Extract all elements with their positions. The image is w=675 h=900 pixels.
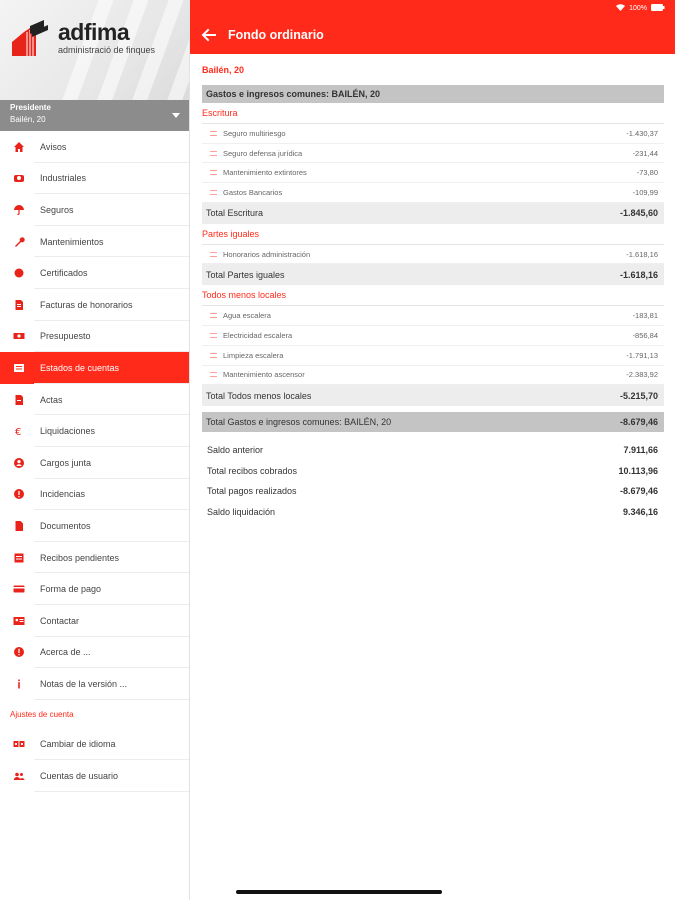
menu-item-incidencias[interactable] (0, 479, 189, 511)
section-total-row (202, 385, 664, 406)
list-bullet-icon (210, 190, 217, 195)
brand-subtitle: administració de finques (58, 45, 156, 55)
summary-label: Total pagos realizados (207, 486, 297, 497)
expense-value: -73,80 (636, 168, 658, 178)
status-bar (616, 4, 665, 13)
summary-value: 9.346,16 (622, 506, 658, 517)
menu-item-liquidaciones[interactable] (0, 415, 189, 447)
menu-item-recibos-pendientes[interactable] (0, 542, 189, 574)
menu-label: Cargos junta (40, 457, 92, 468)
expense-row (202, 326, 664, 346)
menu-item-contactar[interactable] (0, 605, 189, 637)
industrial-icon (12, 171, 26, 185)
summary-row (202, 440, 664, 461)
balance-summary (202, 440, 664, 522)
language-icon (12, 737, 26, 751)
expense-value: -231,44 (632, 148, 658, 158)
home-icon (12, 140, 26, 154)
expense-row (202, 346, 664, 366)
summary-value: 10.113,96 (618, 465, 658, 476)
main-menu (0, 131, 189, 700)
menu-label: Estados de cuentas (40, 362, 120, 373)
brand-name: adfima (58, 19, 130, 45)
community-selector[interactable] (0, 100, 189, 131)
expense-label: Agua escalera (223, 311, 271, 321)
expense-value: -1.430,37 (626, 128, 658, 138)
total-label: Total Partes iguales (206, 269, 285, 280)
user-role: Presidente (10, 103, 51, 112)
home-indicator[interactable] (236, 890, 442, 894)
main-panel (189, 0, 675, 900)
grand-total-value: -8.679,46 (619, 417, 658, 428)
section-title-escritura: Escritura (202, 108, 664, 124)
menu-label: Recibos pendientes (40, 552, 120, 563)
total-value: -1.618,16 (619, 269, 658, 280)
menu-label: Forma de pago (40, 584, 102, 595)
menu-item-presupuesto[interactable] (0, 321, 189, 353)
menu-item-cargos-junta[interactable] (0, 447, 189, 479)
dropdown-caret-icon (172, 113, 180, 118)
summary-label: Saldo liquidación (207, 506, 276, 517)
page-title: Fondo ordinario (228, 28, 324, 42)
total-value: -5.215,70 (619, 390, 658, 401)
menu-label: Notas de la versión ... (40, 678, 128, 689)
file-icon (12, 519, 26, 533)
summary-row (202, 481, 664, 502)
menu-label: Liquidaciones (40, 426, 96, 437)
expense-row (202, 183, 664, 203)
menu-label: Actas (40, 394, 63, 405)
expense-value: -856,84 (632, 330, 658, 340)
menu-item-industriales[interactable] (0, 163, 189, 195)
menu-label: Certificados (40, 268, 88, 279)
list-bullet-icon (210, 151, 217, 156)
expense-value: -183,81 (632, 311, 658, 321)
menu-item-cuentas-usuario[interactable] (0, 760, 189, 792)
expense-row (202, 306, 664, 326)
menu-item-forma-de-pago[interactable] (0, 573, 189, 605)
menu-item-facturas[interactable] (0, 289, 189, 321)
building-name: Bailén, 20 (202, 65, 245, 75)
expense-value: -1.791,13 (626, 350, 658, 360)
document-icon (12, 393, 26, 407)
menu-label: Acerca de ... (40, 647, 91, 658)
expense-label: Seguro defensa jurídica (223, 148, 303, 158)
drawer-header (0, 0, 189, 131)
summary-label: Saldo anterior (207, 445, 264, 456)
menu-item-certificados[interactable] (0, 257, 189, 289)
summary-value: 7.911,66 (623, 445, 658, 456)
expense-label: Gastos Bancarios (223, 187, 283, 197)
receipt-icon (12, 551, 26, 565)
menu-item-documentos[interactable] (0, 510, 189, 542)
group-title: Gastos e ingresos comunes: BAILÉN, 20 (202, 85, 664, 103)
menu-label: Cuentas de usuario (40, 771, 119, 782)
community-name: Bailén, 20 (10, 115, 46, 124)
info-i-icon (12, 677, 26, 691)
contact-icon (12, 614, 26, 628)
building-logo-icon (10, 20, 50, 58)
menu-label: Presupuesto (40, 331, 91, 342)
card-icon (12, 582, 26, 596)
expense-value: -2.383,92 (626, 370, 658, 380)
expense-label: Electricidad escalera (223, 330, 293, 340)
menu-label: Seguros (40, 204, 74, 215)
money-icon (12, 329, 26, 343)
menu-label: Incidencias (40, 489, 86, 500)
summary-label: Total recibos cobrados (207, 465, 298, 476)
menu-label: Contactar (40, 615, 80, 626)
info-icon (12, 645, 26, 659)
back-arrow-icon[interactable] (200, 26, 218, 44)
total-label: Total Todos menos locales (206, 390, 312, 401)
battery-icon (651, 4, 665, 13)
menu-label: Avisos (40, 141, 67, 152)
menu-label: Mantenimientos (40, 236, 104, 247)
expense-label: Honorarios administración (223, 249, 311, 259)
svg-text:€: € (15, 427, 22, 438)
expense-row (202, 163, 664, 183)
umbrella-icon (12, 203, 26, 217)
expense-row (202, 144, 664, 164)
menu-label: Cambiar de idioma (40, 739, 116, 750)
wrench-icon (12, 235, 26, 249)
menu-item-actas[interactable] (0, 384, 189, 416)
expense-value: -1.618,16 (626, 249, 658, 259)
menu-label: Documentos (40, 520, 91, 531)
expense-row (202, 124, 664, 144)
expense-row (202, 366, 664, 386)
menu-item-seguros[interactable] (0, 194, 189, 226)
account-settings-heading: Ajustes de cuenta (10, 709, 74, 719)
section-total-row (202, 264, 664, 285)
menu-label: Industriales (40, 173, 87, 184)
battery-level: 100% (629, 5, 647, 12)
summary-row (202, 461, 664, 482)
list-bullet-icon (210, 131, 217, 136)
expense-value: -109,99 (632, 187, 658, 197)
total-label: Total Escritura (206, 208, 264, 219)
accounts-icon (12, 361, 26, 375)
certificate-icon (12, 266, 26, 280)
menu-item-mantenimientos[interactable] (0, 226, 189, 258)
section-title-todos-menos-locales: Todos menos locales (202, 290, 664, 306)
alert-icon (12, 487, 26, 501)
expense-label: Mantenimiento ascensor (223, 370, 305, 380)
expense-label: Limpieza escalera (223, 350, 284, 360)
menu-item-cambiar-idioma[interactable] (0, 729, 189, 761)
navigation-drawer (0, 0, 189, 900)
grand-total-row (202, 412, 664, 432)
list-bullet-icon (210, 313, 217, 318)
person-icon (12, 456, 26, 470)
euro-icon (12, 424, 26, 438)
list-bullet-icon (210, 170, 217, 175)
wifi-icon (616, 4, 625, 13)
summary-row (202, 502, 664, 523)
section-title-partes-iguales: Partes iguales (202, 229, 664, 245)
expense-row (202, 245, 664, 265)
menu-item-avisos[interactable] (0, 131, 189, 163)
statement-content (190, 54, 675, 522)
list-bullet-icon (210, 252, 217, 257)
list-bullet-icon (210, 353, 217, 358)
grand-total-label: Total Gastos e ingresos comunes: BAILÉN, 20 (206, 417, 392, 428)
expense-label: Mantenimiento extintores (223, 168, 307, 178)
invoice-icon (12, 298, 26, 312)
account-menu (0, 729, 189, 792)
brand-logo (10, 20, 155, 58)
menu-item-acerca-de[interactable] (0, 637, 189, 669)
menu-item-estados-de-cuentas[interactable] (0, 352, 189, 384)
summary-value: -8.679,46 (619, 486, 658, 497)
list-bullet-icon (210, 333, 217, 338)
expense-label: Seguro multiriesgo (223, 128, 286, 138)
section-total-row (202, 203, 664, 224)
app-bar (190, 0, 675, 54)
total-value: -1.845,60 (619, 208, 658, 219)
users-icon (12, 769, 26, 783)
menu-label: Facturas de honorarios (40, 299, 133, 310)
list-bullet-icon (210, 372, 217, 377)
menu-item-notas-version[interactable] (0, 668, 189, 700)
